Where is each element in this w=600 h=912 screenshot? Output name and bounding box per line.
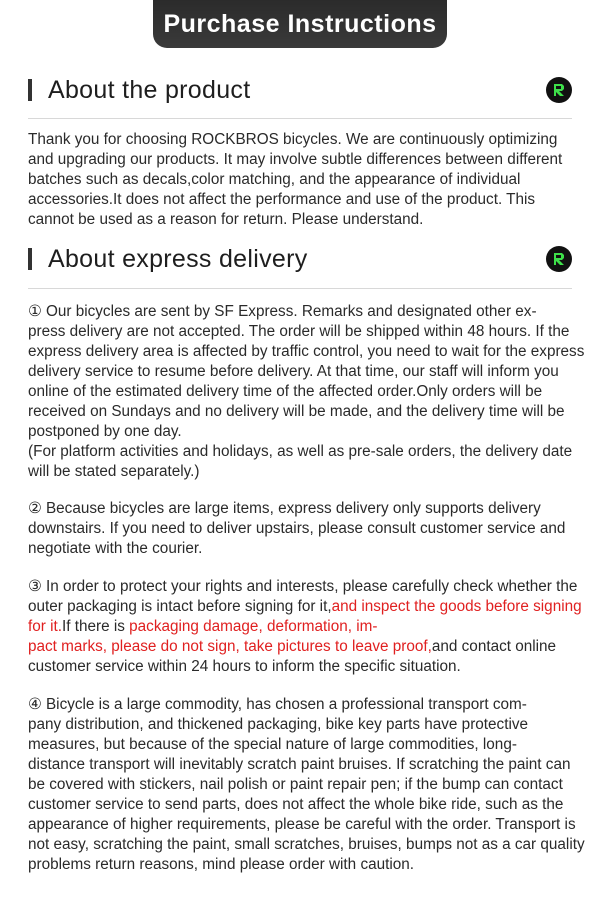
delivery-paragraph-3 — [28, 577, 590, 677]
delivery-paragraph-4: ④ Bicycle is a large commodity, has chosen a professional transport com- pany distribution, and thickened packaging, bike key parts have protective measures, but because of the special nature of large commodities, long- distance transport will inevitably scratch paint bruises. If scratching the paint can be covered with stickers, nail polish or paint repair pen; if the bump can contact customer service to send parts, does not affect the whole bike ride, such as the appearance of higher requirements, please be careful with the order. Transport is not easy, scratching the paint, small scratches, bruises, bumps not as a car quality problems return reasons, mind please order with caution. — [28, 696, 585, 873]
page-title: Purchase Instructions — [163, 9, 437, 38]
p3-highlight-inspect: and inspect the goods before signing for it. — [28, 598, 582, 635]
rockbros-logo-icon — [546, 246, 572, 272]
section-divider — [28, 118, 572, 119]
p3-text-c: If there is — [62, 618, 130, 635]
section-title-delivery: About express delivery — [48, 244, 308, 273]
p3-text-a: ③ In order to protect your rights and interests, please carefully check whether the outer packaging is intact before signing for it, — [28, 578, 578, 615]
section-bar — [28, 248, 32, 270]
product-paragraph: Thank you for choosing ROCKBROS bicycles. We are continuously optimizing and upgrading our products. It may involve subtle differences between different batches such as decals,color matching, and the appearance of individual accessories.It does not affect the performance and use of the product. This cannot be used as a reason for return. Please understand. — [28, 131, 563, 228]
section-bar — [28, 79, 32, 101]
section-title-product: About the product — [48, 75, 251, 104]
delivery-paragraph-2: ② Because bicycles are large items, express delivery only supports delivery downstairs. If you need to deliver upstairs, please consult customer service and negotiate with the courier. — [28, 500, 566, 557]
delivery-paragraph-1: ① Our bicycles are sent by SF Express. Remarks and designated other ex- press delivery are not accepted. The order will be shipped within 48 hours. If the express delivery area is affected by traffic control, you need to wait for the express delivery service to resume before delivery. At that time, our staff will inform you online of the estimated delivery time of the affected order.Only orders will be received on Sundays and no delivery will be made, and the delivery time will be postponed by one day. (For platform activities and holidays, as well as pre-sale orders, the delivery date will be stated separately.) — [28, 303, 585, 480]
page-title-banner — [153, 0, 447, 48]
section-divider — [28, 288, 572, 289]
p3-highlight-damage: packaging damage, deformation, im- pact marks, please do not sign, take pictures to leave proof, — [28, 618, 432, 655]
p3-text-e: and contact online customer service within 24 hours to inform the specific situation. — [28, 638, 557, 675]
section-header-product — [28, 70, 572, 110]
rockbros-logo-icon — [546, 77, 572, 103]
section-header-delivery — [28, 239, 572, 279]
